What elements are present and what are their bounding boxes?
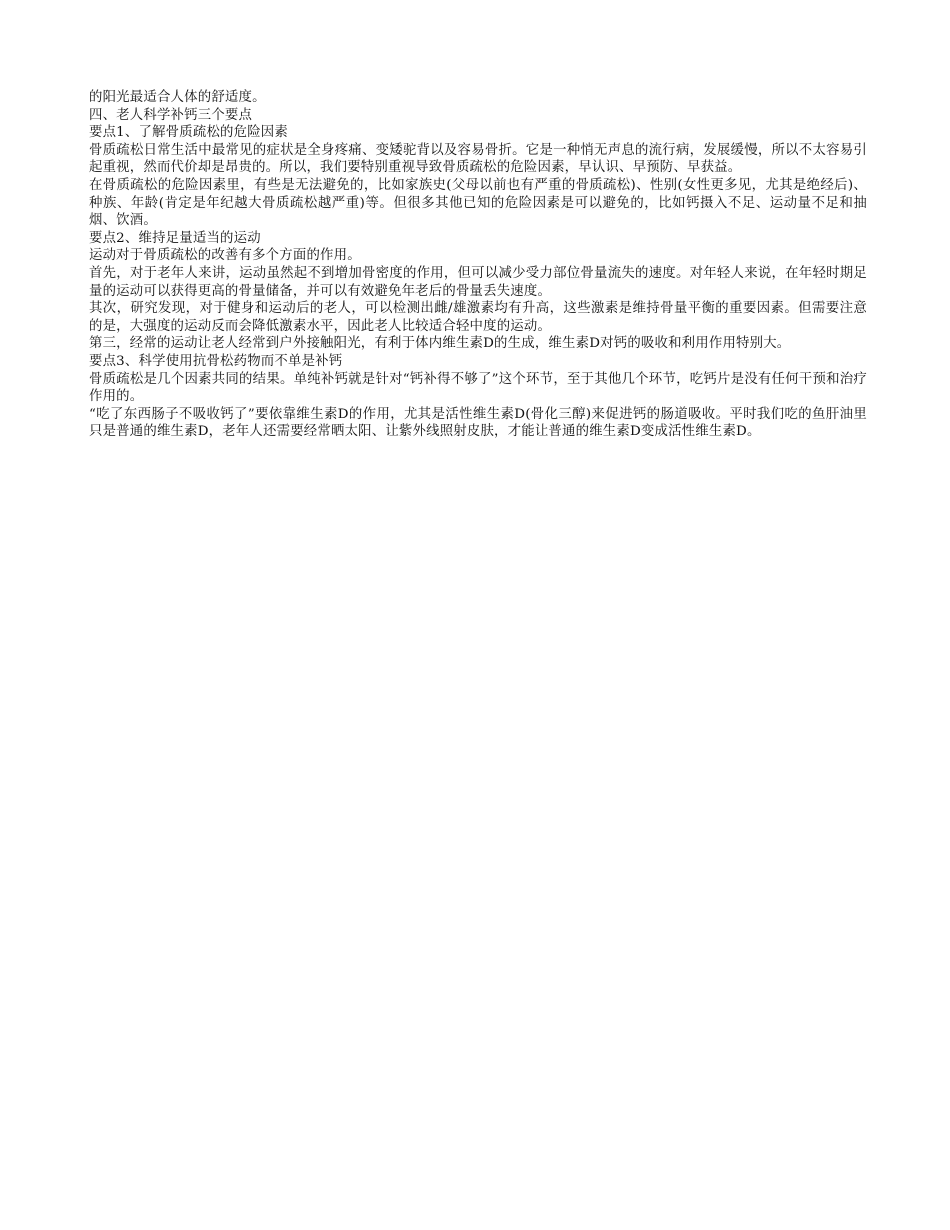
point-2-heading: 要点2、维持足量适当的运动 [89,230,261,246]
paragraph-calcium-factors: 骨质疏松是几个因素共同的结果。单纯补钙就是针对“钙补得不够了”这个环节，至于其他几个环节，吃钙片是没有任何干预和治疗作用的。 [89,371,867,405]
paragraph-symptoms: 骨质疏松日常生活中最常见的症状是全身疼痛、变矮驼背以及容易骨折。它是一种悄无声息的流行病，发展缓慢，所以不太容易引起重视，然而代价却是昂贵的。所以，我们要特别重视导致骨质疏松的危险因素，早认识、早预防、早获益。 [89,142,867,176]
paragraph-continuation: 的阳光最适合人体的舒适度。 [89,90,266,105]
document-body [89,89,867,441]
paragraph-exercise-first: 首先，对于老年人来讲，运动虽然起不到增加骨密度的作用，但可以减少受力部位骨量流失的速度。对年轻人来说，在年轻时期足量的运动可以获得更高的骨量储备，并可以有效避免年老后的骨量丢失速度。 [89,265,867,299]
paragraph-exercise-second: 其次，研究发现，对于健身和运动后的老人，可以检测出雌/雄激素均有升高，这些激素是维持骨量平衡的重要因素。但需要注意的是，大强度的运动反而会降低激素水平，因此老人比较适合轻中度的运动。 [89,301,867,334]
paragraph-risk-factors: 在骨质疏松的危险因素里，有些是无法避免的，比如家族史(父母以前也有严重的骨质疏松)、性别(女性更多见，尤其是绝经后)、种族、年龄(肯定是年纪越大骨质疏松越严重)等。但很多其他已知的危险因素是可以避免的，比如钙摄入不足、运动量不足和抽烟、饮酒。 [89,177,867,229]
point-3-heading: 要点3、科学使用抗骨松药物而不单是补钙 [89,353,343,369]
paragraph-vitamin-d: “吃了东西肠子不吸收钙了”要依靠维生素D的作用，尤其是活性维生素D(骨化三醇)来促进钙的肠道吸收。平时我们吃的鱼肝油里只是普通的维生素D，老年人还需要经常晒太阳、让紫外线照射皮肤，才能让普通的维生素D变成活性维生素D。 [89,406,867,440]
paragraph-exercise-intro: 运动对于骨质疏松的改善有多个方面的作用。 [89,248,361,264]
point-1-heading: 要点1、了解骨质疏松的危险因素 [89,125,288,141]
section-heading: 四、老人科学补钙三个要点 [89,107,253,123]
paragraph-exercise-third: 第三，经常的运动让老人经常到户外接触阳光，有利于体内维生素D的生成，维生素D对钙的吸收和利用作用特别大。 [89,336,791,352]
